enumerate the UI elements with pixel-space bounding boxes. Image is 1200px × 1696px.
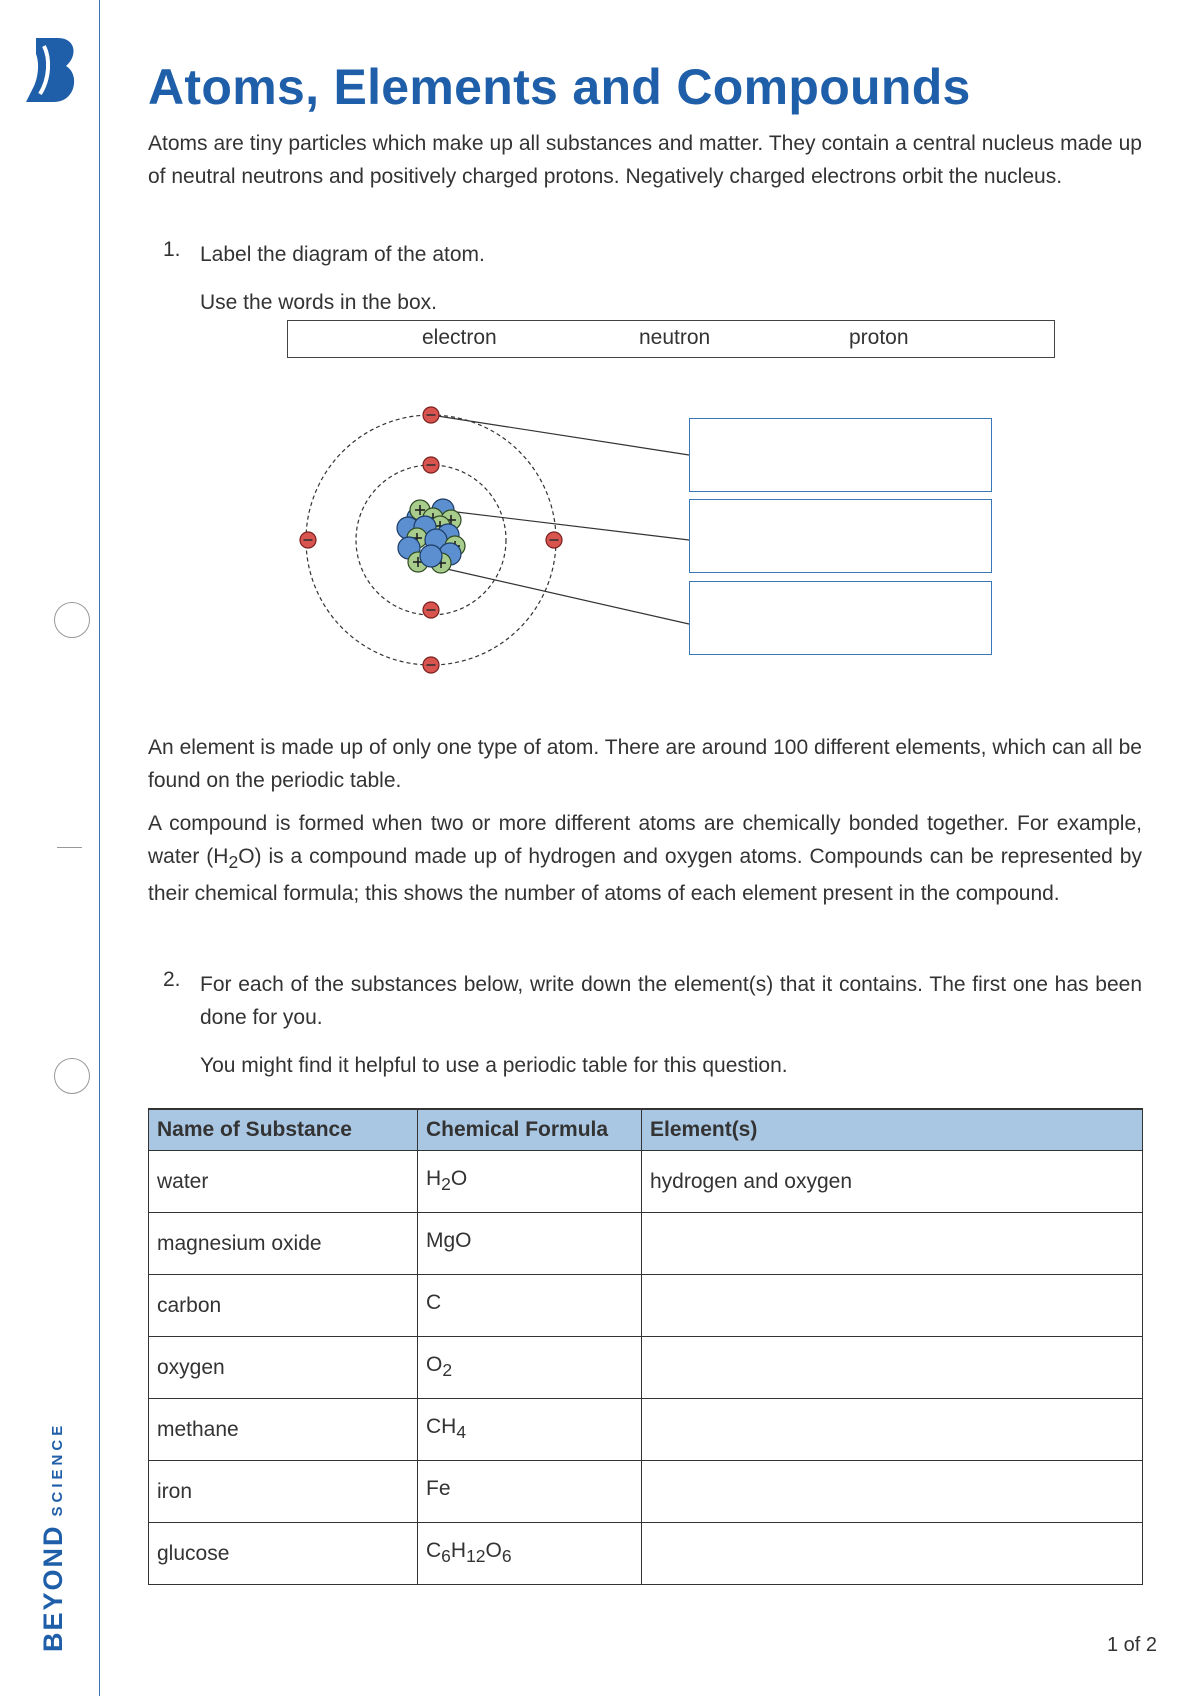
question-2-number: 2. (163, 968, 181, 991)
substance-name: iron (149, 1461, 418, 1523)
word-box (287, 320, 1055, 358)
question-2-text: For each of the substances below, write down the element(s) that it contains. The first one has been done for you. (200, 973, 1142, 1029)
word-electron: electron (422, 326, 497, 349)
elements-answer[interactable] (642, 1399, 1143, 1461)
chemical-formula (418, 1275, 642, 1337)
substances-table (148, 1108, 1143, 1585)
chemical-formula (418, 1213, 642, 1275)
word-proton: proton (849, 326, 909, 349)
formula-part: O (450, 1167, 468, 1191)
leader-line-nucleus-top (440, 510, 689, 540)
formula-subscript: 6 (441, 1546, 451, 1567)
compound-subscript: 2 (228, 851, 239, 872)
question-2-hint: You might find it helpful to use a periodic table for this question. (200, 1054, 788, 1077)
label-answer-box-3[interactable] (689, 581, 992, 655)
table-row (149, 1275, 1143, 1337)
substance-name: magnesium oxide (149, 1213, 418, 1275)
formula-subscript: 2 (442, 1360, 453, 1381)
table-row (149, 1461, 1143, 1523)
table-row (149, 1523, 1143, 1585)
substance-name: carbon (149, 1275, 418, 1337)
electron-icon (423, 457, 439, 473)
table-row (149, 1399, 1143, 1461)
elements-answer[interactable] (642, 1275, 1143, 1337)
leader-line-nucleus-bottom (438, 567, 689, 624)
formula-subscript: 4 (456, 1422, 467, 1443)
formula-part: H (450, 1539, 467, 1563)
question-1-number: 1. (163, 238, 181, 261)
formula-subscript: 12 (466, 1546, 486, 1567)
label-answer-box-2[interactable] (689, 499, 992, 573)
table-row (149, 1151, 1143, 1213)
formula-part: C (426, 1291, 442, 1315)
elements-answer[interactable] (642, 1461, 1143, 1523)
table-row (149, 1337, 1143, 1399)
table-header-row (149, 1109, 1143, 1151)
fold-mark (57, 847, 82, 848)
elements-answer: hydrogen and oxygen (642, 1151, 1143, 1213)
neutron-icon (420, 545, 442, 567)
electron-icon (546, 532, 562, 548)
chemical-formula (418, 1523, 642, 1585)
formula-part: O (426, 1353, 443, 1377)
binder-hole-bottom (54, 1058, 90, 1094)
elements-answer[interactable] (642, 1523, 1143, 1585)
nucleus (397, 499, 465, 573)
page-number: 1 of 2 (1107, 1634, 1158, 1656)
formula-subscript: 2 (441, 1174, 451, 1195)
chemical-formula (418, 1151, 642, 1213)
electron-icon (423, 602, 439, 618)
substance-name: glucose (149, 1523, 418, 1585)
beyond-logo-icon (24, 34, 80, 106)
formula-part: Fe (426, 1477, 451, 1501)
compound-text-2: O) is a compound made up of hydrogen and oxygen atoms. Compounds can be represented by their chemical formula; this shows the number of atoms of each element present in the compound. (148, 844, 1142, 906)
question-1-instruction: Use the words in the box. (200, 291, 437, 314)
formula-part: CH (426, 1415, 457, 1439)
formula-part: H (426, 1167, 442, 1191)
formula-part: O (485, 1539, 502, 1563)
table-row (149, 1213, 1143, 1275)
brand-name: BEYOND (38, 1524, 68, 1652)
formula-subscript: 6 (501, 1546, 512, 1567)
compound-text-1: A compound is formed when two or more different atoms are chemically bonded together. For example, water (H (148, 812, 1142, 868)
margin-line (99, 0, 100, 1696)
elements-answer[interactable] (642, 1337, 1143, 1399)
electron-icon (300, 532, 316, 548)
binder-hole-top (54, 602, 90, 638)
chemical-formula (418, 1337, 642, 1399)
formula-part: C (426, 1539, 442, 1563)
element-paragraph: An element is made up of only one type of atom. There are around 100 different elements, which can all be found on the periodic table. (148, 736, 1142, 792)
substance-name: methane (149, 1399, 418, 1461)
electron-icon (423, 407, 439, 423)
word-neutron: neutron (639, 326, 711, 349)
substance-name: oxygen (149, 1337, 418, 1399)
formula-part: MgO (426, 1229, 472, 1253)
header-name: Name of Substance (149, 1109, 418, 1151)
atom-diagram (290, 400, 690, 690)
page-title: Atoms, Elements and Compounds (148, 59, 971, 115)
question-1-text: Label the diagram of the atom. (200, 243, 485, 266)
intro-paragraph: Atoms are tiny particles which make up all substances and matter. They contain a central nucleus made up of neutral neutrons and positively charged protons. Negatively charged electrons orbit the nucleus. (148, 132, 1142, 188)
elements-answer[interactable] (642, 1213, 1143, 1275)
header-formula: Chemical Formula (418, 1109, 642, 1151)
chemical-formula (418, 1399, 642, 1461)
electron-icon (423, 657, 439, 673)
compound-paragraph (148, 808, 1142, 911)
brand-vertical (38, 1422, 69, 1652)
leader-line-electron (431, 415, 689, 455)
label-leader-lines (431, 415, 689, 624)
header-elements: Element(s) (642, 1109, 1143, 1151)
chemical-formula (418, 1461, 642, 1523)
substance-name: water (149, 1151, 418, 1213)
label-answer-box-1[interactable] (689, 418, 992, 492)
brand-subname: SCIENCE (49, 1421, 66, 1517)
